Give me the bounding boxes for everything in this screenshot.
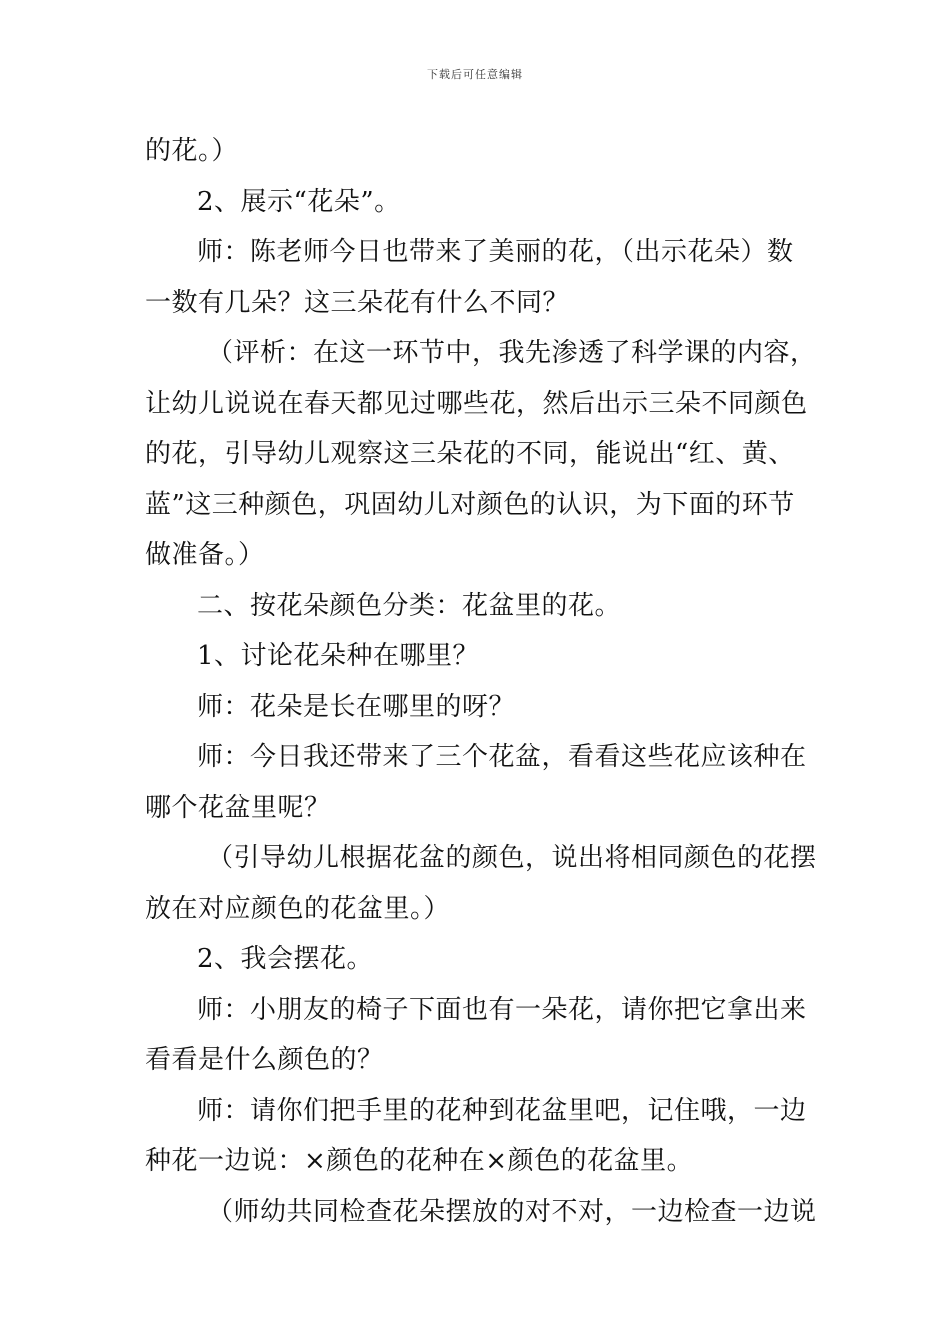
page-header: 下载后可任意编辑	[427, 68, 523, 81]
text-line: 种花一边说：×颜色的花种在×颜色的花盆里。	[145, 1146, 694, 1176]
section-heading: 2、我会摆花。	[197, 944, 374, 974]
text-line: 师：请你们把手里的花种到花盆里吧，记住哦，一边	[197, 1095, 807, 1126]
text-line: 一数有几朵？这三朵花有什么不同？	[145, 287, 570, 318]
text-line: （师幼共同检查花朵摆放的对不对，一边检查一边说	[207, 1196, 817, 1227]
text-line: 师：花朵是长在哪里的呀？	[197, 691, 516, 722]
text-line: 放在对应颜色的花盆里。）	[145, 893, 451, 924]
document-body	[145, 126, 817, 1237]
section-heading: 2、展示“花朵”。	[197, 186, 401, 217]
text-line: 师：今日我还带来了三个花盆，看看这些花应该种在	[197, 742, 807, 772]
text-line: 师：陈老师今日也带来了美丽的花，（出示花朵）数	[197, 237, 794, 267]
text-line: 蓝”这三种颜色，巩固幼儿对颜色的认识，为下面的环节	[145, 489, 795, 520]
text-line: 师：小朋友的椅子下面也有一朵花，请你把它拿出来	[197, 994, 807, 1025]
text-line: （评析：在这一环节中，我先渗透了科学课的内容，	[207, 338, 817, 368]
text-line: 的花，引导幼儿观察这三朵花的不同，能说出“红、黄、	[145, 439, 795, 469]
section-heading: 二、按花朵颜色分类：花盆里的花。	[197, 590, 622, 621]
text-line: （引导幼儿根据花盆的颜色，说出将相同颜色的花摆	[207, 843, 817, 873]
text-line: 看看是什么颜色的？	[145, 1045, 384, 1075]
section-heading: 1、讨论花朵种在哪里？	[197, 641, 480, 671]
text-line: 的花。）	[145, 136, 239, 166]
text-line: 做准备。）	[145, 540, 265, 570]
text-line: 哪个花盆里呢？	[145, 792, 331, 823]
text-line: 让幼儿说说在春天都见过哪些花，然后出示三朵不同颜色	[145, 388, 808, 419]
